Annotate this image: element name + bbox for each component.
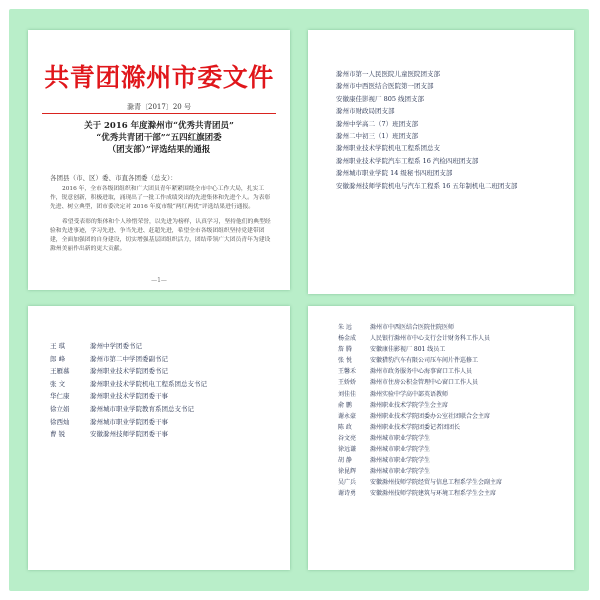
page-number: —1— xyxy=(151,277,167,284)
person-name: 郎 峰 xyxy=(50,354,66,363)
person-role: 安徽滁州技师学院建筑与环境工程系学生会主席 xyxy=(370,490,497,498)
red-divider-line xyxy=(42,113,276,114)
list-item xyxy=(338,389,502,400)
person-role: 滁州职业技术学院团委记者团团长 xyxy=(370,423,461,431)
list-item xyxy=(50,390,207,403)
person-role: 滁州职业技术学院团委书记 xyxy=(90,367,168,376)
units-list-page xyxy=(308,30,574,294)
title-line: （团支部）”评选结果的通报 xyxy=(107,145,211,155)
document-header: 共青团滁州市委文件 xyxy=(44,63,274,92)
list-item xyxy=(338,377,502,388)
person-name: 谢诗勇 xyxy=(338,490,357,498)
person-role: 滁州城市职业学院学生 xyxy=(370,468,431,476)
list-item: 滁州职业技术学院机电工程系团总支 xyxy=(336,144,440,153)
list-item xyxy=(50,365,207,378)
person-name: 张 文 xyxy=(50,379,66,388)
list-item: 安徽康佳影视厂 805 线团支部 xyxy=(336,94,425,103)
person-role: 滁州市住房公积金管理中心窗口工作人员 xyxy=(370,379,479,387)
list-item xyxy=(50,378,207,391)
body-paragraph: 希望受表彰的集体和个人珍惜荣誉，以先进为榜样，认真学习，坚持他们的典型经验和先进事迹，学习先进、争当先进、赶超先进，希望全市各级团组织坚持党建带团建，全面加强团的自身建设，切实增强基层团组织活力，团结带领广大团员青年为建设滁州美丽作出新的更大贡献。 xyxy=(50,219,271,252)
list-item: 安徽滁州技师学院机电与汽车工程系 16 五年制机电二班团支部 xyxy=(336,181,518,190)
person-role: 滁州职业技术学院团委办公室社团联合会主席 xyxy=(370,412,491,420)
person-role: 滁州职业技术学院团委干事 xyxy=(90,392,168,401)
list-item xyxy=(338,355,502,366)
list-item xyxy=(338,411,502,422)
title-line: “优秀共青团干部”“五四红旗团委 xyxy=(96,133,222,143)
list-item xyxy=(50,403,207,416)
title-line: 关于 2016 年度滁州市“优秀共青团员” xyxy=(84,121,234,131)
person-name: 谢永豪 xyxy=(338,412,357,420)
person-name: 吴广兵 xyxy=(338,479,357,487)
person-role: 滁州职业技术学院机电工程系团总支书记 xyxy=(90,379,207,388)
person-role: 安徽猎豹汽车有限公司压车间片件巡修工 xyxy=(370,357,479,365)
person-name: 詹 腾 xyxy=(338,346,352,354)
person-name: 刘佳佳 xyxy=(338,390,357,398)
person-role: 滁州城市职业学院教育系团总支书记 xyxy=(90,404,194,413)
salutation: 各团县（市、区）委、市直各团委（总支）： xyxy=(50,174,177,182)
person-name: 王馨禾 xyxy=(338,368,357,376)
person-name: 陈 政 xyxy=(338,423,352,431)
person-role: 滁州城市职业学院学生 xyxy=(370,446,431,454)
list-item: 滁州市中西医结合医院第一团支部 xyxy=(336,82,434,91)
list-item xyxy=(338,455,502,466)
list-item: 滁州市第一人民医院儿童医院团支部 xyxy=(336,70,440,78)
list-item xyxy=(50,353,207,366)
body-paragraph: 2016 年，全市各级团组织和广大团员青年紧紧围绕全市中心工作大局，扎实工作，锐意创新，积极进取，涌现出了一批工作成绩突出的先进集体和先进个人。为表彰先进、树立典型，团市委决定对 2016 年度市级“两红两优”评选结果进行通报。 xyxy=(50,186,271,210)
person-name: 杨金成 xyxy=(338,335,357,343)
list-item: 滁州中学高二（7）班团支部 xyxy=(336,119,419,128)
document-body xyxy=(50,185,272,260)
document-cover-page xyxy=(28,30,290,290)
cadres-list xyxy=(50,340,207,441)
person-name: 华仁康 xyxy=(50,392,70,401)
document-number: 滁青〔2017〕20 号 xyxy=(127,103,191,111)
person-role: 滁州城市职业学院学生 xyxy=(370,434,431,442)
list-item xyxy=(338,444,502,455)
list-item: 滁州职业技术学院汽车工程系 16 汽检四班团支部 xyxy=(336,156,479,165)
list-item: 滁州二中初三（1）班团支部 xyxy=(336,131,419,140)
list-item: 滁州城市职业学院 14 级秘书四班团支部 xyxy=(336,169,453,178)
person-role: 滁州城市职业学院学生 xyxy=(370,457,431,465)
units-list xyxy=(336,68,517,192)
list-item xyxy=(338,333,502,344)
list-item xyxy=(338,322,502,333)
person-name: 胡 静 xyxy=(338,457,352,465)
person-role: 滁州市政务服务中心海事窗口工作人员 xyxy=(370,368,473,376)
list-item xyxy=(50,340,207,353)
person-role: 安徽滁州技师学院经贸与信息工程系学生会副主席 xyxy=(370,479,503,487)
person-name: 曹 锐 xyxy=(50,430,66,439)
person-name: 张 悦 xyxy=(338,357,352,365)
person-role: 滁州市第二中学团委副书记 xyxy=(90,354,168,363)
person-role: 滁州中学团委书记 xyxy=(90,342,142,350)
list-item xyxy=(338,422,502,433)
list-item xyxy=(338,466,502,477)
list-item xyxy=(50,428,207,441)
person-role: 滁州实验中学高中部英语教师 xyxy=(370,390,449,398)
person-name: 王娇娇 xyxy=(338,379,357,387)
list-item xyxy=(338,344,502,355)
person-name: 朱 远 xyxy=(338,324,352,331)
list-item xyxy=(338,488,502,499)
person-role: 滁州市中西医结合医院住院医师 xyxy=(370,324,455,331)
person-role: 安徽康佳影视厂 801 线员工 xyxy=(370,346,446,354)
document-title xyxy=(28,120,290,156)
person-role: 安徽滁州技师学院团委干事 xyxy=(90,430,168,439)
list-item xyxy=(338,477,502,488)
person-name: 徐昆辉 xyxy=(338,468,357,476)
person-name: 徐立娟 xyxy=(50,404,70,413)
cadres-list-page xyxy=(28,306,290,570)
list-item xyxy=(338,433,502,444)
list-item: 滁州市财政局团支部 xyxy=(336,107,395,116)
person-role: 滁州城市职业学院团委干事 xyxy=(90,417,168,426)
list-item xyxy=(50,416,207,429)
person-role: 人民银行滁州市中心支行会计财务科工作人员 xyxy=(370,335,491,343)
members-list xyxy=(338,322,502,500)
list-item xyxy=(338,400,502,411)
person-name: 谷文亮 xyxy=(338,434,357,442)
list-item xyxy=(338,366,502,377)
person-role: 滁州职业技术学院学生会主席 xyxy=(370,401,449,409)
person-name: 王雁慕 xyxy=(50,367,70,376)
person-name: 俞 鹏 xyxy=(338,401,352,409)
members-list-page xyxy=(308,306,574,570)
person-name: 王 琪 xyxy=(50,342,66,350)
person-name: 徐西灿 xyxy=(50,417,70,426)
person-name: 徐远谦 xyxy=(338,446,357,454)
